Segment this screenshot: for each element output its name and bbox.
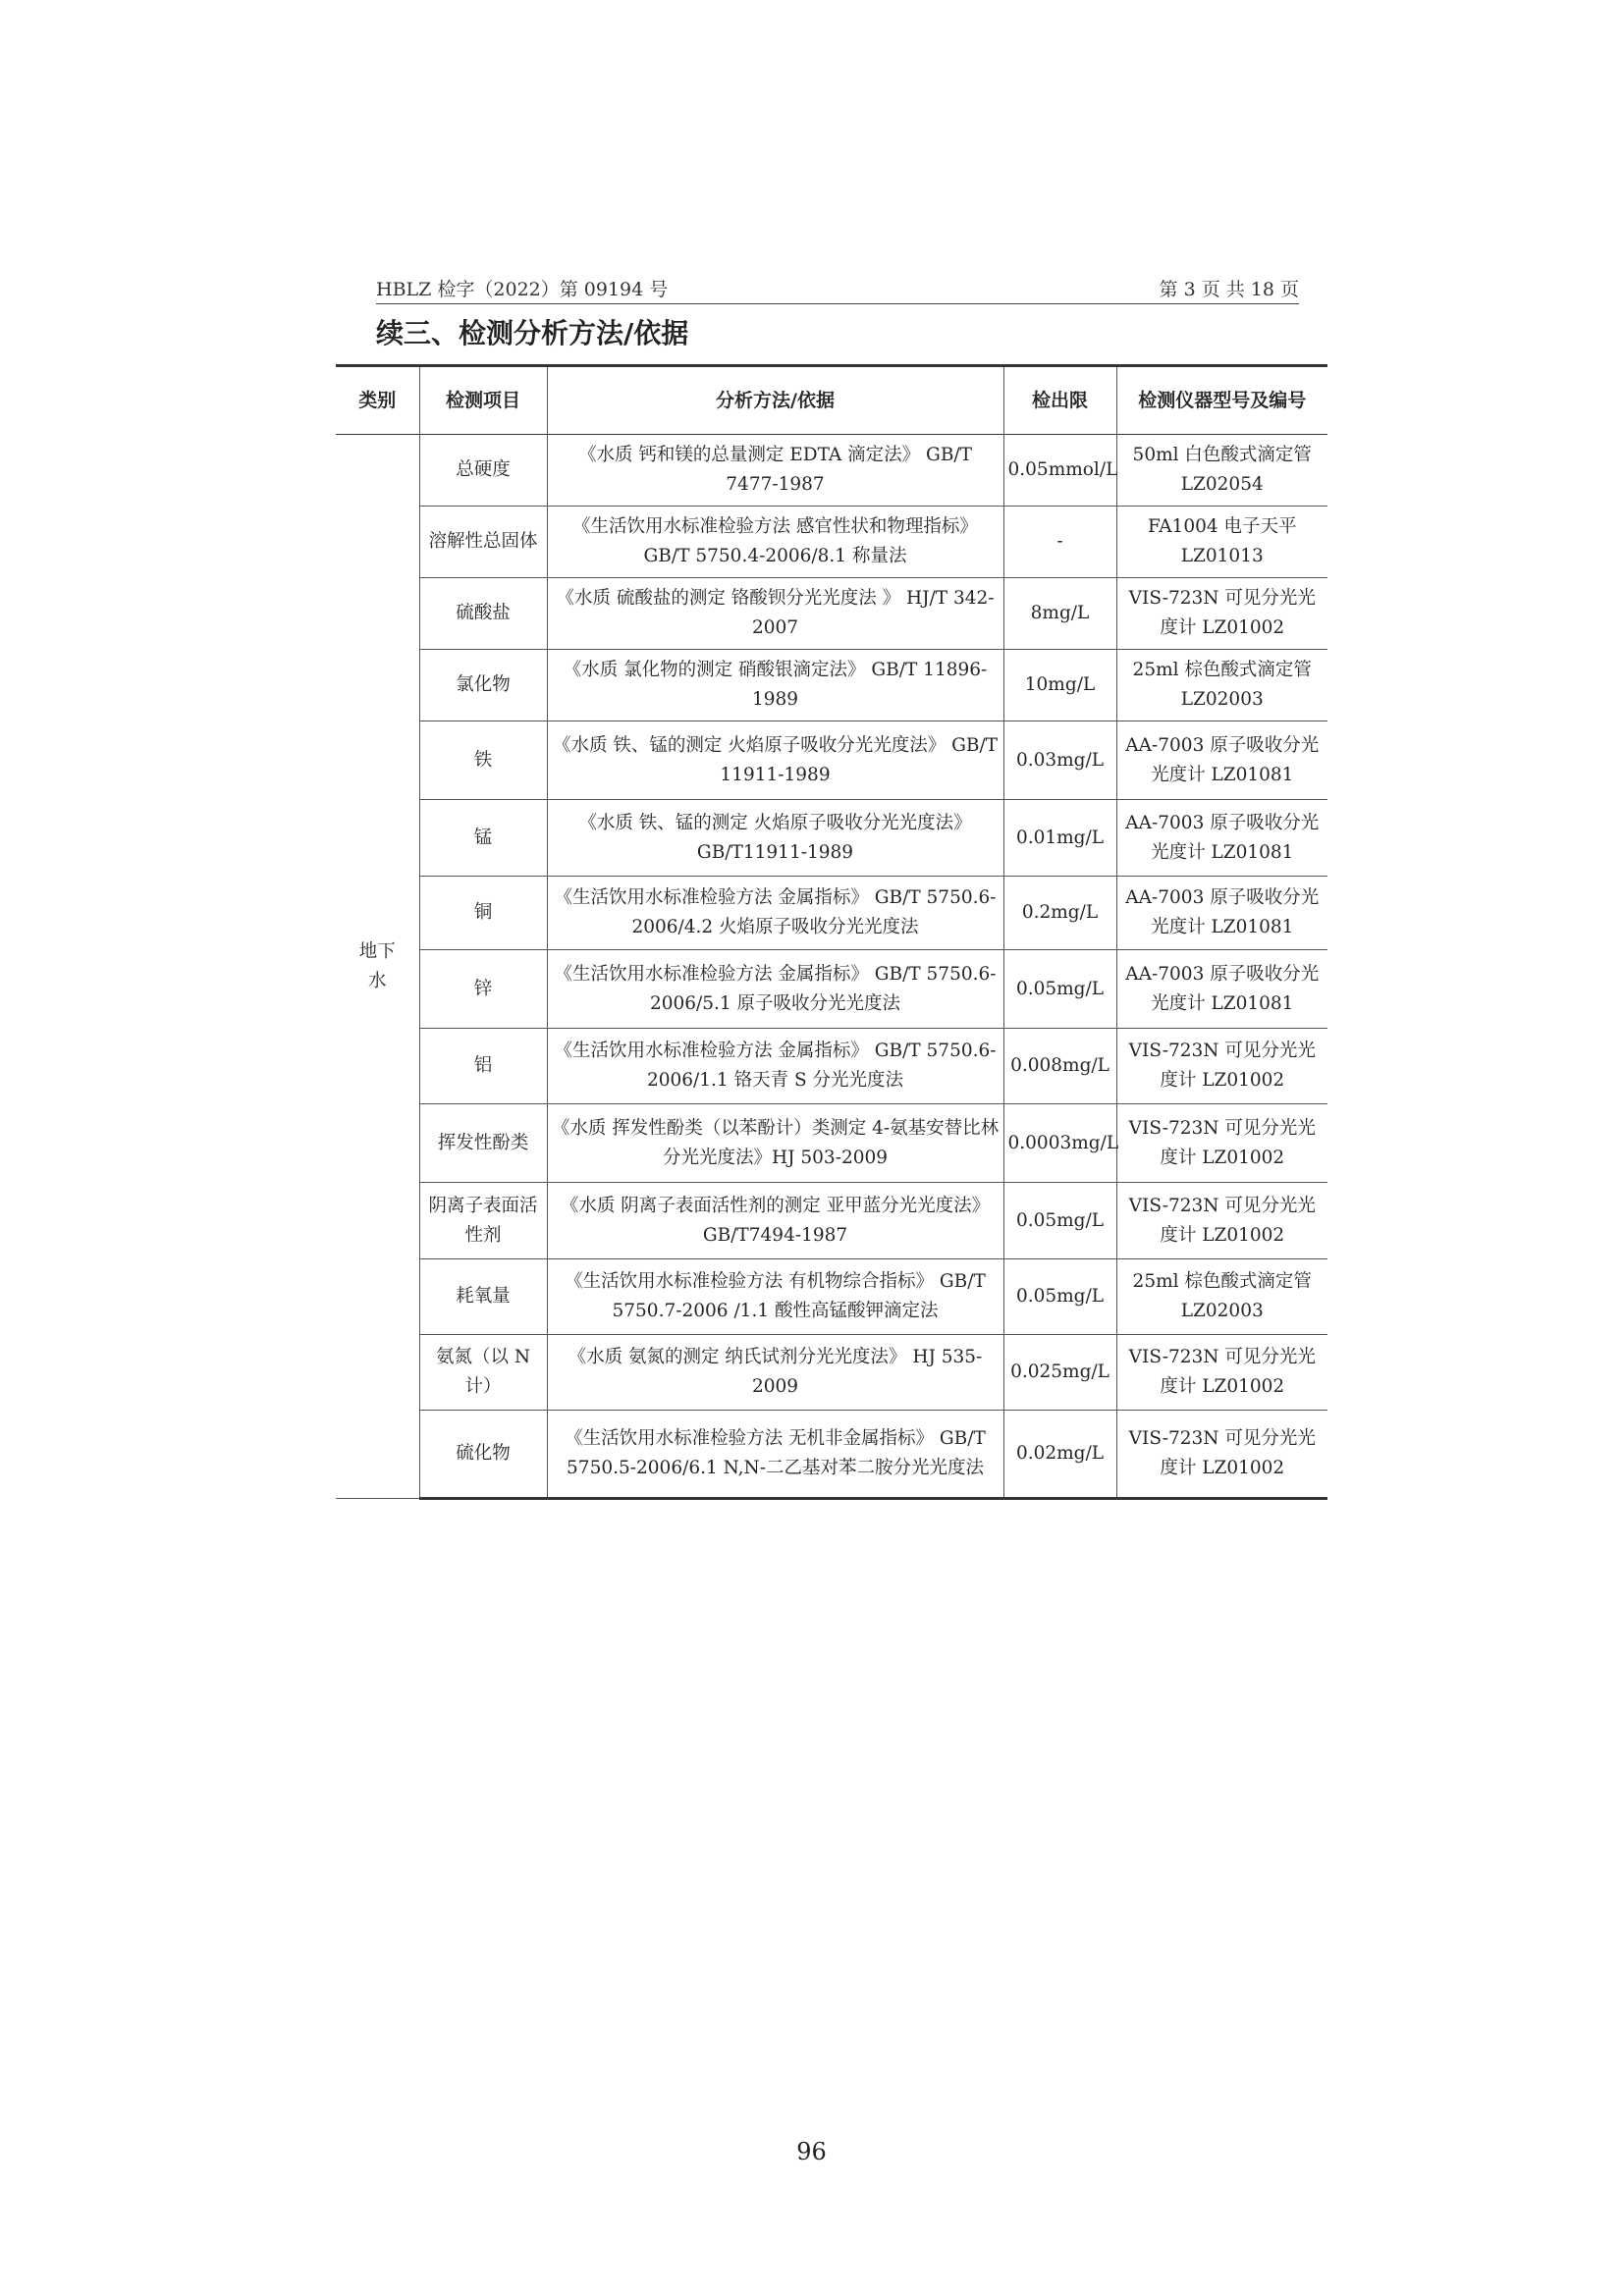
instrument-cell: VIS-723N 可见分光光度计 LZ01002: [1116, 1029, 1327, 1104]
limit-cell: 0.0003mg/L: [1003, 1104, 1116, 1183]
table-row: [336, 1029, 1327, 1104]
item-cell: 锌: [419, 950, 547, 1029]
method-cell: 《生活饮用水标准检验方法 有机物综合指标》 GB/T 5750.7-2006 /1.1 酸性高锰酸钾滴定法: [547, 1259, 1003, 1335]
item-cell: 氨氮（以 N 计）: [419, 1335, 547, 1411]
instrument-cell: AA-7003 原子吸收分光光度计 LZ01081: [1116, 721, 1327, 800]
page-header: [376, 275, 1299, 301]
method-cell: 《生活饮用水标准检验方法 金属指标》 GB/T 5750.6-2006/4.2 火焰原子吸收分光光度法: [547, 877, 1003, 950]
page-info: 第 3 页 共 18 页: [1159, 279, 1299, 300]
instrument-cell: 50ml 白色酸式滴定管 LZ02054: [1116, 435, 1327, 507]
instrument-cell: AA-7003 原子吸收分光光度计 LZ01081: [1116, 800, 1327, 877]
limit-cell: 0.03mg/L: [1003, 721, 1116, 800]
table-row: [336, 1259, 1327, 1335]
method-cell: 《水质 氯化物的测定 硝酸银滴定法》 GB/T 11896-1989: [547, 650, 1003, 721]
limit-cell: 0.008mg/L: [1003, 1029, 1116, 1104]
header-divider: [376, 303, 1299, 304]
limit-cell: 10mg/L: [1003, 650, 1116, 721]
item-cell: 总硬度: [419, 435, 547, 507]
instrument-cell: VIS-723N 可见分光光度计 LZ01002: [1116, 1411, 1327, 1499]
category-cell: 地下水: [336, 435, 419, 1499]
item-cell: 铜: [419, 877, 547, 950]
limit-cell: 0.05mmol/L: [1003, 435, 1116, 507]
column-header-item: 检测项目: [419, 366, 547, 435]
item-cell: 阴离子表面活性剂: [419, 1183, 547, 1259]
column-header-limit: 检出限: [1003, 366, 1116, 435]
method-cell: 《水质 硫酸盐的测定 铬酸钡分光光度法 》 HJ/T 342-2007: [547, 578, 1003, 650]
methods-table: [336, 364, 1327, 1500]
table-row: [336, 1411, 1327, 1499]
column-header-instrument: 检测仪器型号及编号: [1116, 366, 1327, 435]
limit-cell: 0.025mg/L: [1003, 1335, 1116, 1411]
table-row: [336, 578, 1327, 650]
item-cell: 挥发性酚类: [419, 1104, 547, 1183]
table-row: [336, 800, 1327, 877]
method-cell: 《水质 钙和镁的总量测定 EDTA 滴定法》 GB/T 7477-1987: [547, 435, 1003, 507]
limit-cell: 0.02mg/L: [1003, 1411, 1116, 1499]
item-cell: 铝: [419, 1029, 547, 1104]
instrument-cell: VIS-723N 可见分光光度计 LZ01002: [1116, 1335, 1327, 1411]
instrument-cell: 25ml 棕色酸式滴定管 LZ02003: [1116, 650, 1327, 721]
report-number: HBLZ 检字（2022）第 09194 号: [376, 279, 669, 300]
table-row: [336, 435, 1327, 507]
method-cell: 《生活饮用水标准检验方法 金属指标》 GB/T 5750.6-2006/5.1 原子吸收分光光度法: [547, 950, 1003, 1029]
item-cell: 锰: [419, 800, 547, 877]
item-cell: 硫化物: [419, 1411, 547, 1499]
table-header-row: [336, 366, 1327, 435]
page-number: 96: [796, 2138, 827, 2165]
instrument-cell: AA-7003 原子吸收分光光度计 LZ01081: [1116, 877, 1327, 950]
section-title: 续三、检测分析方法/依据: [376, 317, 689, 349]
instrument-cell: VIS-723N 可见分光光度计 LZ01002: [1116, 1104, 1327, 1183]
table-body: [336, 435, 1327, 1499]
method-cell: 《水质 铁、锰的测定 火焰原子吸收分光光度法》 GB/T 11911-1989: [547, 721, 1003, 800]
table-row: [336, 721, 1327, 800]
limit-cell: 0.01mg/L: [1003, 800, 1116, 877]
table-row: [336, 1335, 1327, 1411]
item-cell: 耗氧量: [419, 1259, 547, 1335]
item-cell: 硫酸盐: [419, 578, 547, 650]
method-cell: 《水质 阴离子表面活性剂的测定 亚甲蓝分光光度法》GB/T7494-1987: [547, 1183, 1003, 1259]
table-row: [336, 650, 1327, 721]
table-row: [336, 1104, 1327, 1183]
column-header-category: 类别: [336, 366, 419, 435]
limit-cell: -: [1003, 507, 1116, 578]
limit-cell: 0.05mg/L: [1003, 950, 1116, 1029]
instrument-cell: FA1004 电子天平 LZ01013: [1116, 507, 1327, 578]
table-row: [336, 877, 1327, 950]
instrument-cell: AA-7003 原子吸收分光光度计 LZ01081: [1116, 950, 1327, 1029]
instrument-cell: VIS-723N 可见分光光度计 LZ01002: [1116, 578, 1327, 650]
table-row: [336, 1183, 1327, 1259]
instrument-cell: VIS-723N 可见分光光度计 LZ01002: [1116, 1183, 1327, 1259]
method-cell: 《生活饮用水标准检验方法 感官性状和物理指标》 GB/T 5750.4-2006/8.1 称量法: [547, 507, 1003, 578]
method-cell: 《水质 挥发性酚类（以苯酚计）类测定 4-氨基安替比林分光光度法》HJ 503-2009: [547, 1104, 1003, 1183]
method-cell: 《生活饮用水标准检验方法 无机非金属指标》 GB/T 5750.5-2006/6.1 N,N-二乙基对苯二胺分光光度法: [547, 1411, 1003, 1499]
item-cell: 铁: [419, 721, 547, 800]
column-header-method: 分析方法/依据: [547, 366, 1003, 435]
method-cell: 《水质 铁、锰的测定 火焰原子吸收分光光度法》 GB/T11911-1989: [547, 800, 1003, 877]
item-cell: 氯化物: [419, 650, 547, 721]
method-cell: 《生活饮用水标准检验方法 金属指标》 GB/T 5750.6-2006/1.1 铬天青 S 分光光度法: [547, 1029, 1003, 1104]
instrument-cell: 25ml 棕色酸式滴定管 LZ02003: [1116, 1259, 1327, 1335]
limit-cell: 0.05mg/L: [1003, 1183, 1116, 1259]
method-cell: 《水质 氨氮的测定 纳氏试剂分光光度法》 HJ 535-2009: [547, 1335, 1003, 1411]
item-cell: 溶解性总固体: [419, 507, 547, 578]
limit-cell: 8mg/L: [1003, 578, 1116, 650]
limit-cell: 0.05mg/L: [1003, 1259, 1116, 1335]
limit-cell: 0.2mg/L: [1003, 877, 1116, 950]
table-row: [336, 507, 1327, 578]
table-row: [336, 950, 1327, 1029]
